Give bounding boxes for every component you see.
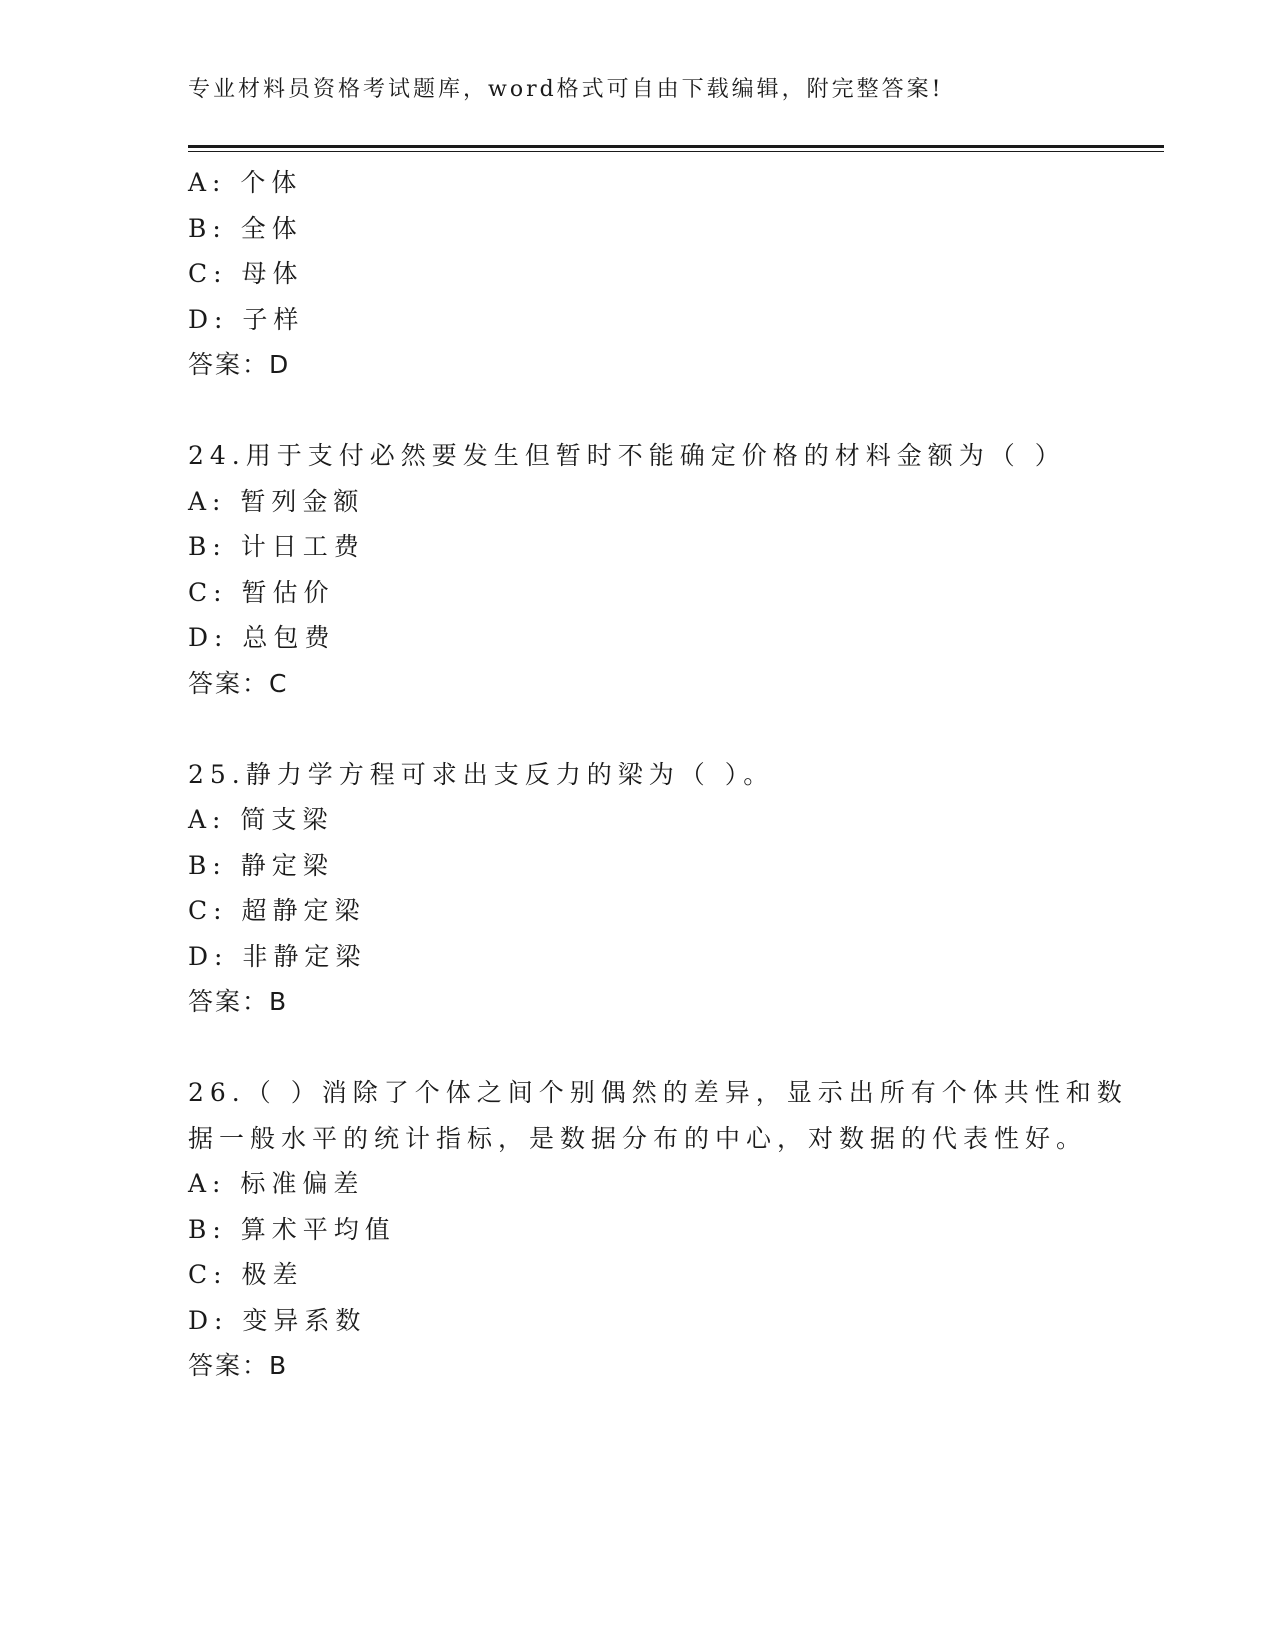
option-b: B: 静定梁 xyxy=(188,850,334,880)
question-block xyxy=(188,433,1088,706)
option-d: D: 变异系数 xyxy=(188,1305,367,1335)
question-stem xyxy=(188,752,1088,798)
header-rule-thick xyxy=(188,145,1164,148)
question-stem-line: 据一般水平的统计指标，是数据分布的中心，对数据的代表性好。 xyxy=(188,1123,1088,1153)
question-stem xyxy=(188,433,1088,479)
question-stem-line: 26.（ ）消除了个体之间个别偶然的差异，显示出所有个体共性和数 xyxy=(188,1078,1128,1107)
page-header: 专业材料员资格考试题库，word格式可自由下载编辑，附完整答案! xyxy=(188,77,944,102)
option-d: D: 非静定梁 xyxy=(188,941,367,971)
option-b: B: 计日工费 xyxy=(188,532,365,561)
question-stem-line: 24.用于支付必然要发生但暂时不能确定价格的材料金额为（ ） xyxy=(188,441,1066,470)
header-rule-thin xyxy=(188,151,1164,152)
option-b: B: 算术平均值 xyxy=(188,1214,396,1244)
option-a: A: 暂列金额 xyxy=(188,486,365,516)
question-block xyxy=(188,752,1088,1025)
option-b: B: 全体 xyxy=(188,213,303,243)
option-c: C: 暂估价 xyxy=(188,577,335,607)
question-block xyxy=(188,1070,1128,1389)
answer: 答案：D xyxy=(188,350,291,379)
question-list xyxy=(188,160,1128,1389)
option-c: C: 极差 xyxy=(188,1260,304,1289)
option-a: A: 个体 xyxy=(188,168,303,197)
answer: 答案：C xyxy=(188,668,289,698)
answer: 答案：B xyxy=(188,1351,289,1380)
option-c: C: 母体 xyxy=(188,259,304,288)
spacer xyxy=(188,388,1088,434)
question-block xyxy=(188,160,1088,388)
question-stem xyxy=(188,1070,1128,1161)
spacer xyxy=(188,1025,1088,1071)
option-a: A: 简支梁 xyxy=(188,805,334,834)
option-d: D: 子样 xyxy=(188,304,305,334)
answer: 答案：B xyxy=(188,987,289,1016)
option-d: D: 总包费 xyxy=(188,623,336,652)
question-stem-line: 25.静力学方程可求出支反力的梁为（ ）。 xyxy=(188,759,775,789)
spacer xyxy=(188,706,1088,752)
option-a: A: 标准偏差 xyxy=(188,1169,365,1198)
option-c: C: 超静定梁 xyxy=(188,896,366,925)
